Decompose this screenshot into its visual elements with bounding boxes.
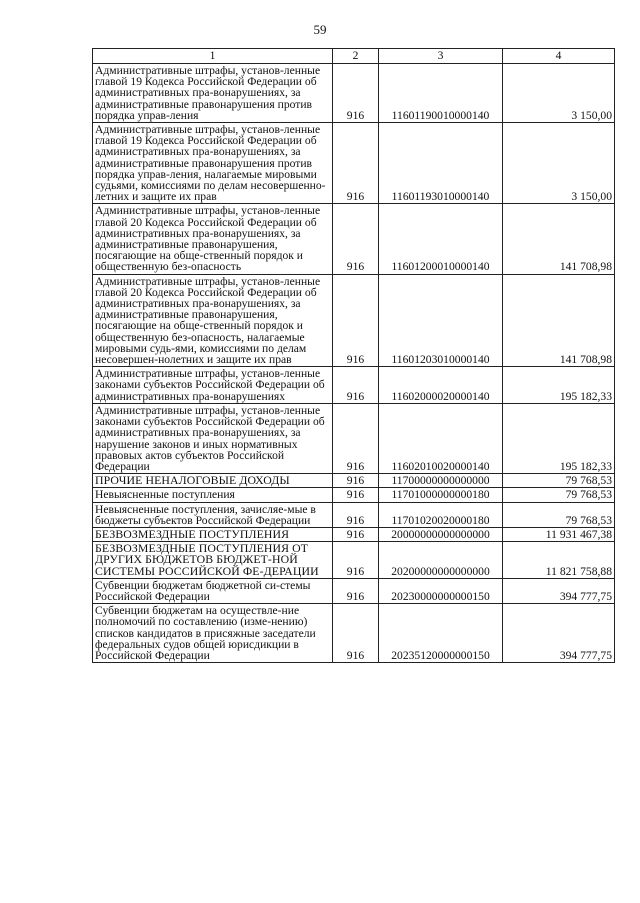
income-name-cell: Субвенции бюджетам бюджетной си-стемы Российской Федерации [93,578,333,603]
income-name-cell: Невыясненные поступления, зачисляе-мые в бюджеты субъектов Российской Федерации [93,502,333,527]
column-header-3: 3 [379,49,503,64]
income-name-cell: Административные штрафы, установ-ленные законами субъектов Российской Федерации об административных пра-вонарушениях, за нарушение законов и иных нормативных правовых актов субъектов Российской Федерации [93,403,333,473]
income-name-cell: Административные штрафы, установ-ленные главой 19 Кодекса Российской Федерации об административных пра-вонарушениях, за административные правонарушения против порядка управ-ления [93,64,333,123]
table-row [93,502,615,527]
amount-cell: 195 182,33 [503,367,615,404]
amount-cell: 141 708,98 [503,204,615,274]
amount-cell: 195 182,33 [503,403,615,473]
amount-cell: 79 768,53 [503,502,615,527]
admin-code-cell: 916 [333,488,379,502]
admin-code-cell: 916 [333,527,379,541]
table-row [93,474,615,488]
admin-code-cell: 916 [333,403,379,473]
amount-cell: 3 150,00 [503,64,615,123]
table-row [93,578,615,603]
revenue-table [92,48,615,663]
admin-code-cell: 916 [333,123,379,204]
admin-code-cell: 916 [333,502,379,527]
admin-code-cell: 916 [333,367,379,404]
table-row [93,488,615,502]
budget-code-cell: 11701000000000180 [379,488,503,502]
income-name-cell: ПРОЧИЕ НЕНАЛОГОВЫЕ ДОХОДЫ [93,474,333,488]
column-header-4: 4 [503,49,615,64]
amount-cell: 394 777,75 [503,604,615,663]
income-name-cell: Административные штрафы, установ-ленные главой 20 Кодекса Российской Федерации об административных пра-вонарушениях, за административные правонарушения, посягающие на обще-ственный порядок и общественную без-опасность, налагаемые мировыми судь-ями, комиссиями по делам несовершен-нолетних и защите их прав [93,274,333,367]
income-name-cell: Административные штрафы, установ-ленные главой 20 Кодекса Российской Федерации об административных пра-вонарушениях, за административные правонарушения, посягающие на обще-ственный порядок и общественную без-опасность [93,204,333,274]
table-row [93,542,615,579]
budget-code-cell: 11701020020000180 [379,502,503,527]
table-row [93,64,615,123]
amount-cell: 79 768,53 [503,488,615,502]
admin-code-cell: 916 [333,204,379,274]
budget-code-cell: 20000000000000000 [379,527,503,541]
amount-cell: 11 821 758,88 [503,542,615,579]
table-row [93,204,615,274]
column-header-1: 1 [93,49,333,64]
income-name-cell: Административные штрафы, установ-ленные законами субъектов Российской Федерации об административных пра-вонарушениях [93,367,333,404]
amount-cell: 11 931 467,38 [503,527,615,541]
amount-cell: 3 150,00 [503,123,615,204]
admin-code-cell: 916 [333,64,379,123]
income-name-cell: БЕЗВОЗМЕЗДНЫЕ ПОСТУПЛЕНИЯ [93,527,333,541]
budget-code-cell: 11601200010000140 [379,204,503,274]
table-row [93,403,615,473]
admin-code-cell: 916 [333,578,379,603]
budget-code-cell: 11601203010000140 [379,274,503,367]
amount-cell: 141 708,98 [503,274,615,367]
table-row [93,527,615,541]
table-row [93,367,615,404]
admin-code-cell: 916 [333,474,379,488]
table-row [93,274,615,367]
income-name-cell: Невыясненные поступления [93,488,333,502]
table-row [93,604,615,663]
amount-cell: 394 777,75 [503,578,615,603]
budget-code-cell: 11700000000000000 [379,474,503,488]
budget-code-cell: 20235120000000150 [379,604,503,663]
header-row [93,49,615,64]
admin-code-cell: 916 [333,274,379,367]
page-number: 59 [313,22,327,37]
income-name-cell: Административные штрафы, установ-ленные главой 19 Кодекса Российской Федерации об административных пра-вонарушениях, за административные правонарушения против порядка управ-ления, налагаемые мировыми судьями, комиссиями по делам несовершенно-летних и защите их прав [93,123,333,204]
amount-cell: 79 768,53 [503,474,615,488]
budget-code-cell: 11601190010000140 [379,64,503,123]
budget-code-cell: 11601193010000140 [379,123,503,204]
column-header-2: 2 [333,49,379,64]
budget-code-cell: 11602010020000140 [379,403,503,473]
table-header [93,49,615,64]
income-name-cell: БЕЗВОЗМЕЗДНЫЕ ПОСТУПЛЕНИЯ ОТ ДРУГИХ БЮДЖЕТОВ БЮДЖЕТ-НОЙ СИСТЕМЫ РОССИЙСКОЙ ФЕ-ДЕРАЦИИ [93,542,333,579]
income-name-cell: Субвенции бюджетам на осуществле-ние полномочий по составлению (изме-нению) списков кандидатов в присяжные заседатели федеральных судов общей юрисдикции в Российской Федерации [93,604,333,663]
admin-code-cell: 916 [333,604,379,663]
budget-code-cell: 20200000000000000 [379,542,503,579]
budget-code-cell: 11602000020000140 [379,367,503,404]
table-row [93,123,615,204]
admin-code-cell: 916 [333,542,379,579]
budget-code-cell: 20230000000000150 [379,578,503,603]
table-body [93,64,615,663]
